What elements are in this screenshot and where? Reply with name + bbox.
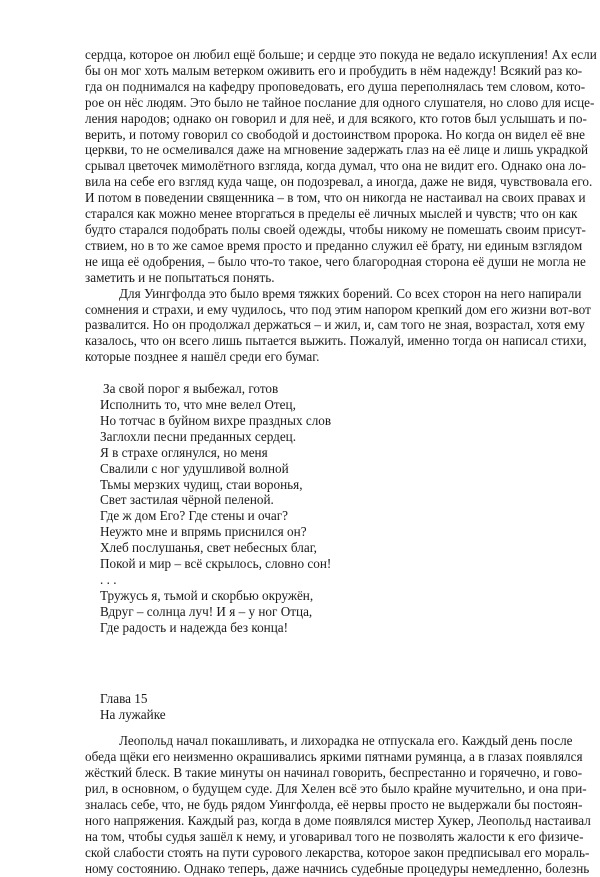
poem-line: Свет застилая чёрной пеленой. — [100, 492, 274, 508]
text-line: на том, чтобы судья зашёл к нему, и уговаривал того не позволять жалости к его физиче- — [85, 828, 584, 844]
text-line: сердца, которое он любил ещё больше; и сердце это покуда не ведало искупления! Ах если — [85, 47, 597, 62]
chapter-title: На лужайке — [100, 706, 166, 722]
poem-line: Заглохли песни преданных сердец. — [100, 428, 297, 444]
poem-line: Покой и мир – всё скрылось, словно сон! — [100, 556, 332, 572]
paragraph-1 — [85, 47, 597, 286]
text-line: ления народов; однако он говорил и для неё, и для всякого, кто готов был услышать и по- — [85, 110, 587, 126]
paragraph-3 — [85, 733, 591, 876]
poem-line: Хлеб послушанья, свет небесных благ, — [100, 540, 317, 556]
text-line: сомнения и страхи, и ему чудилось, что под этим напором крепкий дом его жизни вот-вот — [85, 301, 591, 317]
text-line: старался как можно менее вторгаться в пределы её личных мыслей и чувств; что он как — [85, 206, 578, 222]
text-line: верить, и потому говорил со свободой и достоинством пророка. Но когда он видел её вне — [85, 126, 585, 142]
text-line: ного напряжения. Каждый раз, когда в доме появлялся мистер Хукер, Леопольд настаивал — [85, 812, 591, 828]
poem-line: Свалили с ног удушливой волной — [100, 460, 289, 476]
text-line: ствием, но в то же самое время просто и преданно служил её брату, ни единым взглядом — [85, 237, 583, 253]
text-line: не ища её одобрения, – было что-то такое, чего благородная сторона её души не могла не — [85, 253, 586, 269]
text-line: жёсткий блеск. В такие минуты он начинал говорить, беспрестанно и горячечно, и гово- — [85, 765, 583, 781]
text-line: И потом в поведении священника – в том, что он никогда не настаивал на своих правах и — [85, 190, 586, 206]
text-line: гда он поднимался на кафедру проповедовать, его душа переполнялась тем словом, кото- — [85, 78, 586, 94]
text-line: бы он мог хоть малым ветерком оживить его и пробудить в нём надежду! Всякий раз ко- — [85, 62, 583, 78]
text-line: рое он нёс людям. Это было не тайное послание для одного слушателя, но слово для исце- — [85, 94, 595, 110]
text-line: Для Уингфолда это было время тяжких борений. Со всех сторон на него напирали — [119, 285, 582, 301]
poem-line: Но тотчас в буйном вихре праздных слов — [100, 412, 332, 428]
text-line: заметить и не попытаться понять. — [85, 269, 275, 285]
text-line: церкви, то не осмеливался даже на мгновение задержать глаз на её лице и лишь украдкой — [85, 142, 589, 158]
document-page — [85, 47, 597, 877]
poem-line: Тружусь я, тьмой и скорбью окружён, — [100, 587, 314, 603]
text-line: ской слабости стоять на пути сурового лекарства, которое закон предписывал его мораль- — [85, 844, 590, 860]
poem-line: Неужто мне и впрямь приснился он? — [100, 524, 307, 540]
poem-line: . . . — [100, 572, 117, 587]
poem-line: Тьмы мерзких чудищ, стаи воронья, — [100, 476, 303, 492]
text-line: развалится. Но он продолжал держаться – и жил, и, сам того не зная, возрастал, хотя ему — [85, 317, 585, 333]
poem-line: Где ж дом Его? Где стены и очаг? — [100, 508, 289, 524]
text-line: ному состоянию. Однако теперь, даже начнись судебные процедуры немедленно, болезнь — [85, 860, 590, 876]
text-line: будто старался подобрать полы своей одежды, чтобы никому не помешать своим присут- — [85, 221, 586, 237]
poem-line: Где радость и надежда без конца! — [100, 619, 289, 635]
text-line: срывал цветочек мимолётного взгляда, когда думал, что она не видит его. Однако она ло- — [85, 158, 587, 174]
chapter-heading — [85, 691, 515, 723]
poem-line: За свой порог я выбежал, готов — [103, 381, 279, 397]
poem — [85, 381, 515, 636]
text-line: которые позднее я нашёл среди его бумаг. — [85, 349, 320, 365]
paragraph-2 — [85, 285, 591, 366]
text-line: Леопольд начал покашливать, и лихорадка не отпускала его. Каждый день после — [119, 733, 573, 749]
text-line: рил, в основном, о будущем суде. Для Хелен всё это было крайне мучительно, и она при- — [85, 781, 587, 797]
text-line: казалось, что он всего лишь пытается выжить. Пожалуй, именно тогда он написал стихи, — [85, 333, 587, 349]
text-line: обеда щёки его неизменно окрашивались яркими пятнами румянца, а в глазах появлялся — [85, 749, 583, 765]
poem-line: Я в страхе оглянулся, но меня — [100, 444, 268, 460]
text-line: зналась себе, что, не будь рядом Уингфолда, её нервы просто не выдержали бы постоян- — [85, 797, 583, 813]
chapter-number: Глава 15 — [100, 690, 148, 706]
poem-line: Вдруг – солнца луч! И я – у ног Отца, — [100, 603, 313, 619]
poem-line: Исполнить то, что мне велел Отец, — [100, 397, 296, 413]
text-line: вила на себе его взгляд куда чаще, он подозревал, а иногда, даже не видя, чувствовала его. — [85, 174, 593, 190]
